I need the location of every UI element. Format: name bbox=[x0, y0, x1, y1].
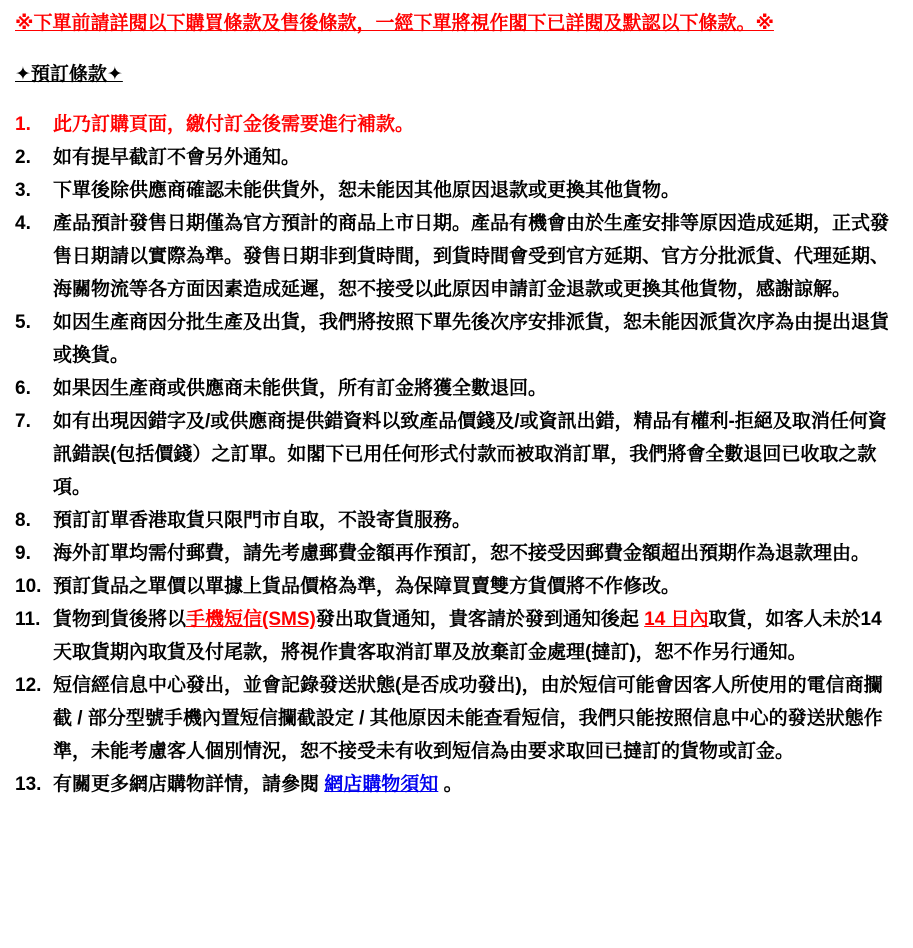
term-number: 8. bbox=[15, 510, 31, 531]
term-item-8 bbox=[15, 504, 901, 537]
term-number: 6. bbox=[15, 378, 31, 399]
term-number: 10. bbox=[15, 576, 42, 597]
term-text-segment: 預訂訂單香港取貨只限門市自取，不設寄貨服務。 bbox=[53, 510, 472, 531]
term-text-segment: 發出取貨通知，貴客請於發到通知後起 bbox=[315, 609, 645, 630]
term-text bbox=[53, 108, 901, 141]
term-item-9 bbox=[15, 537, 901, 570]
highlighted-text: 14 日內 bbox=[644, 609, 709, 630]
term-text bbox=[53, 207, 901, 306]
term-number: 1. bbox=[15, 114, 31, 135]
term-text-segment: 取貨，如客人未於14 天取貨期內取貨及付尾款，將視作貴客取消訂單及放棄訂金處理(撻訂)，恕不作另行通知。 bbox=[53, 609, 882, 663]
term-number: 4. bbox=[15, 213, 31, 234]
term-number: 13. bbox=[15, 774, 42, 795]
term-text-segment: 如有出現因錯字及/或供應商提供錯資料以致產品價錢及/或資訊出錯，精品有權利-拒絕及取消任何資訊錯誤(包括價錢）之訂單。如閣下已用任何形式付款而被取消訂單，我們將會全數退回已收取之款項。 bbox=[53, 411, 887, 498]
term-text-segment: 。 bbox=[438, 774, 463, 795]
term-text-segment: 此乃訂購頁面，繳付訂金後需要進行補款。 bbox=[53, 114, 415, 135]
highlighted-text: 手機短信(SMS) bbox=[186, 609, 316, 630]
term-text-segment: 短信經信息中心發出，並會記錄發送狀態(是否成功發出)，由於短信可能會因客人所使用的電信商攔截 / 部分型號手機內置短信攔截設定 / 其他原因未能查看短信，我們只能按照信息中心的發送狀態作準，未能考慮客人個別情況，恕不接受未有收到短信為由要求取回已撻訂的貨物或訂金。 bbox=[53, 675, 883, 762]
term-item-12 bbox=[15, 669, 901, 768]
purchase-notice-title: ※下單前請詳閱以下購買條款及售後條款，一經下單將視作閣下已詳閱及默認以下條款。※ bbox=[15, 13, 774, 34]
term-number: 3. bbox=[15, 180, 31, 201]
term-item-1 bbox=[15, 108, 901, 141]
term-number: 2. bbox=[15, 147, 31, 168]
term-text-segment: 如有提早截訂不會另外通知。 bbox=[53, 147, 301, 168]
term-item-10 bbox=[15, 570, 901, 603]
term-item-13 bbox=[15, 768, 901, 801]
term-text bbox=[53, 141, 901, 174]
term-text-segment: 下單後除供應商確認未能供貨外，恕未能因其他原因退款或更換其他貨物。 bbox=[53, 180, 681, 201]
term-text bbox=[53, 768, 901, 801]
term-text bbox=[53, 669, 901, 768]
term-text bbox=[53, 570, 901, 603]
term-number: 9. bbox=[15, 543, 31, 564]
term-text-segment: 海外訂單均需付郵費，請先考慮郵費金額再作預訂，恕不接受因郵費金額超出預期作為退款理由。 bbox=[53, 543, 871, 564]
term-text bbox=[53, 405, 901, 504]
term-text bbox=[53, 603, 901, 669]
term-item-11 bbox=[15, 603, 901, 669]
term-text bbox=[53, 372, 901, 405]
term-text bbox=[53, 174, 901, 207]
term-item-5 bbox=[15, 306, 901, 372]
terms-list bbox=[15, 108, 901, 801]
term-item-6 bbox=[15, 372, 901, 405]
term-item-4 bbox=[15, 207, 901, 306]
term-text-segment: 貨物到貨後將以 bbox=[53, 609, 187, 630]
term-number: 11. bbox=[15, 609, 41, 630]
term-text-segment: 如因生產商因分批生產及出貨，我們將按照下單先後次序安排派貨，恕未能因派貨次序為由提出退貨或換貨。 bbox=[53, 312, 890, 366]
term-item-2 bbox=[15, 141, 901, 174]
preorder-terms-heading: ✦預訂條款✦ bbox=[15, 64, 123, 85]
term-number: 12. bbox=[15, 675, 42, 696]
term-text bbox=[53, 306, 901, 372]
term-text bbox=[53, 504, 901, 537]
term-text-segment: 產品預計發售日期僅為官方預計的商品上市日期。產品有機會由於生產安排等原因造成延期，正式發售日期請以實際為準。發售日期非到貨時間，到貨時間會受到官方延期、官方分批派貨、代理延期、海關物流等各方面因素造成延遲，恕不接受以此原因申請訂金退款或更換其他貨物，感謝諒解。 bbox=[53, 213, 890, 300]
shop-guide-link[interactable]: 網店購物須知 bbox=[324, 774, 439, 795]
term-text bbox=[53, 537, 901, 570]
term-number: 5. bbox=[15, 312, 31, 333]
term-text-segment: 如果因生產商或供應商未能供貨，所有訂金將獲全數退回。 bbox=[53, 378, 548, 399]
term-number: 7. bbox=[15, 411, 31, 432]
term-item-3 bbox=[15, 174, 901, 207]
term-text-segment: 預訂貨品之單價以單據上貨品價格為準，為保障買賣雙方貨價將不作修改。 bbox=[53, 576, 681, 597]
term-item-7 bbox=[15, 405, 901, 504]
term-text-segment: 有關更多網店購物詳情，請參閱 bbox=[53, 774, 325, 795]
